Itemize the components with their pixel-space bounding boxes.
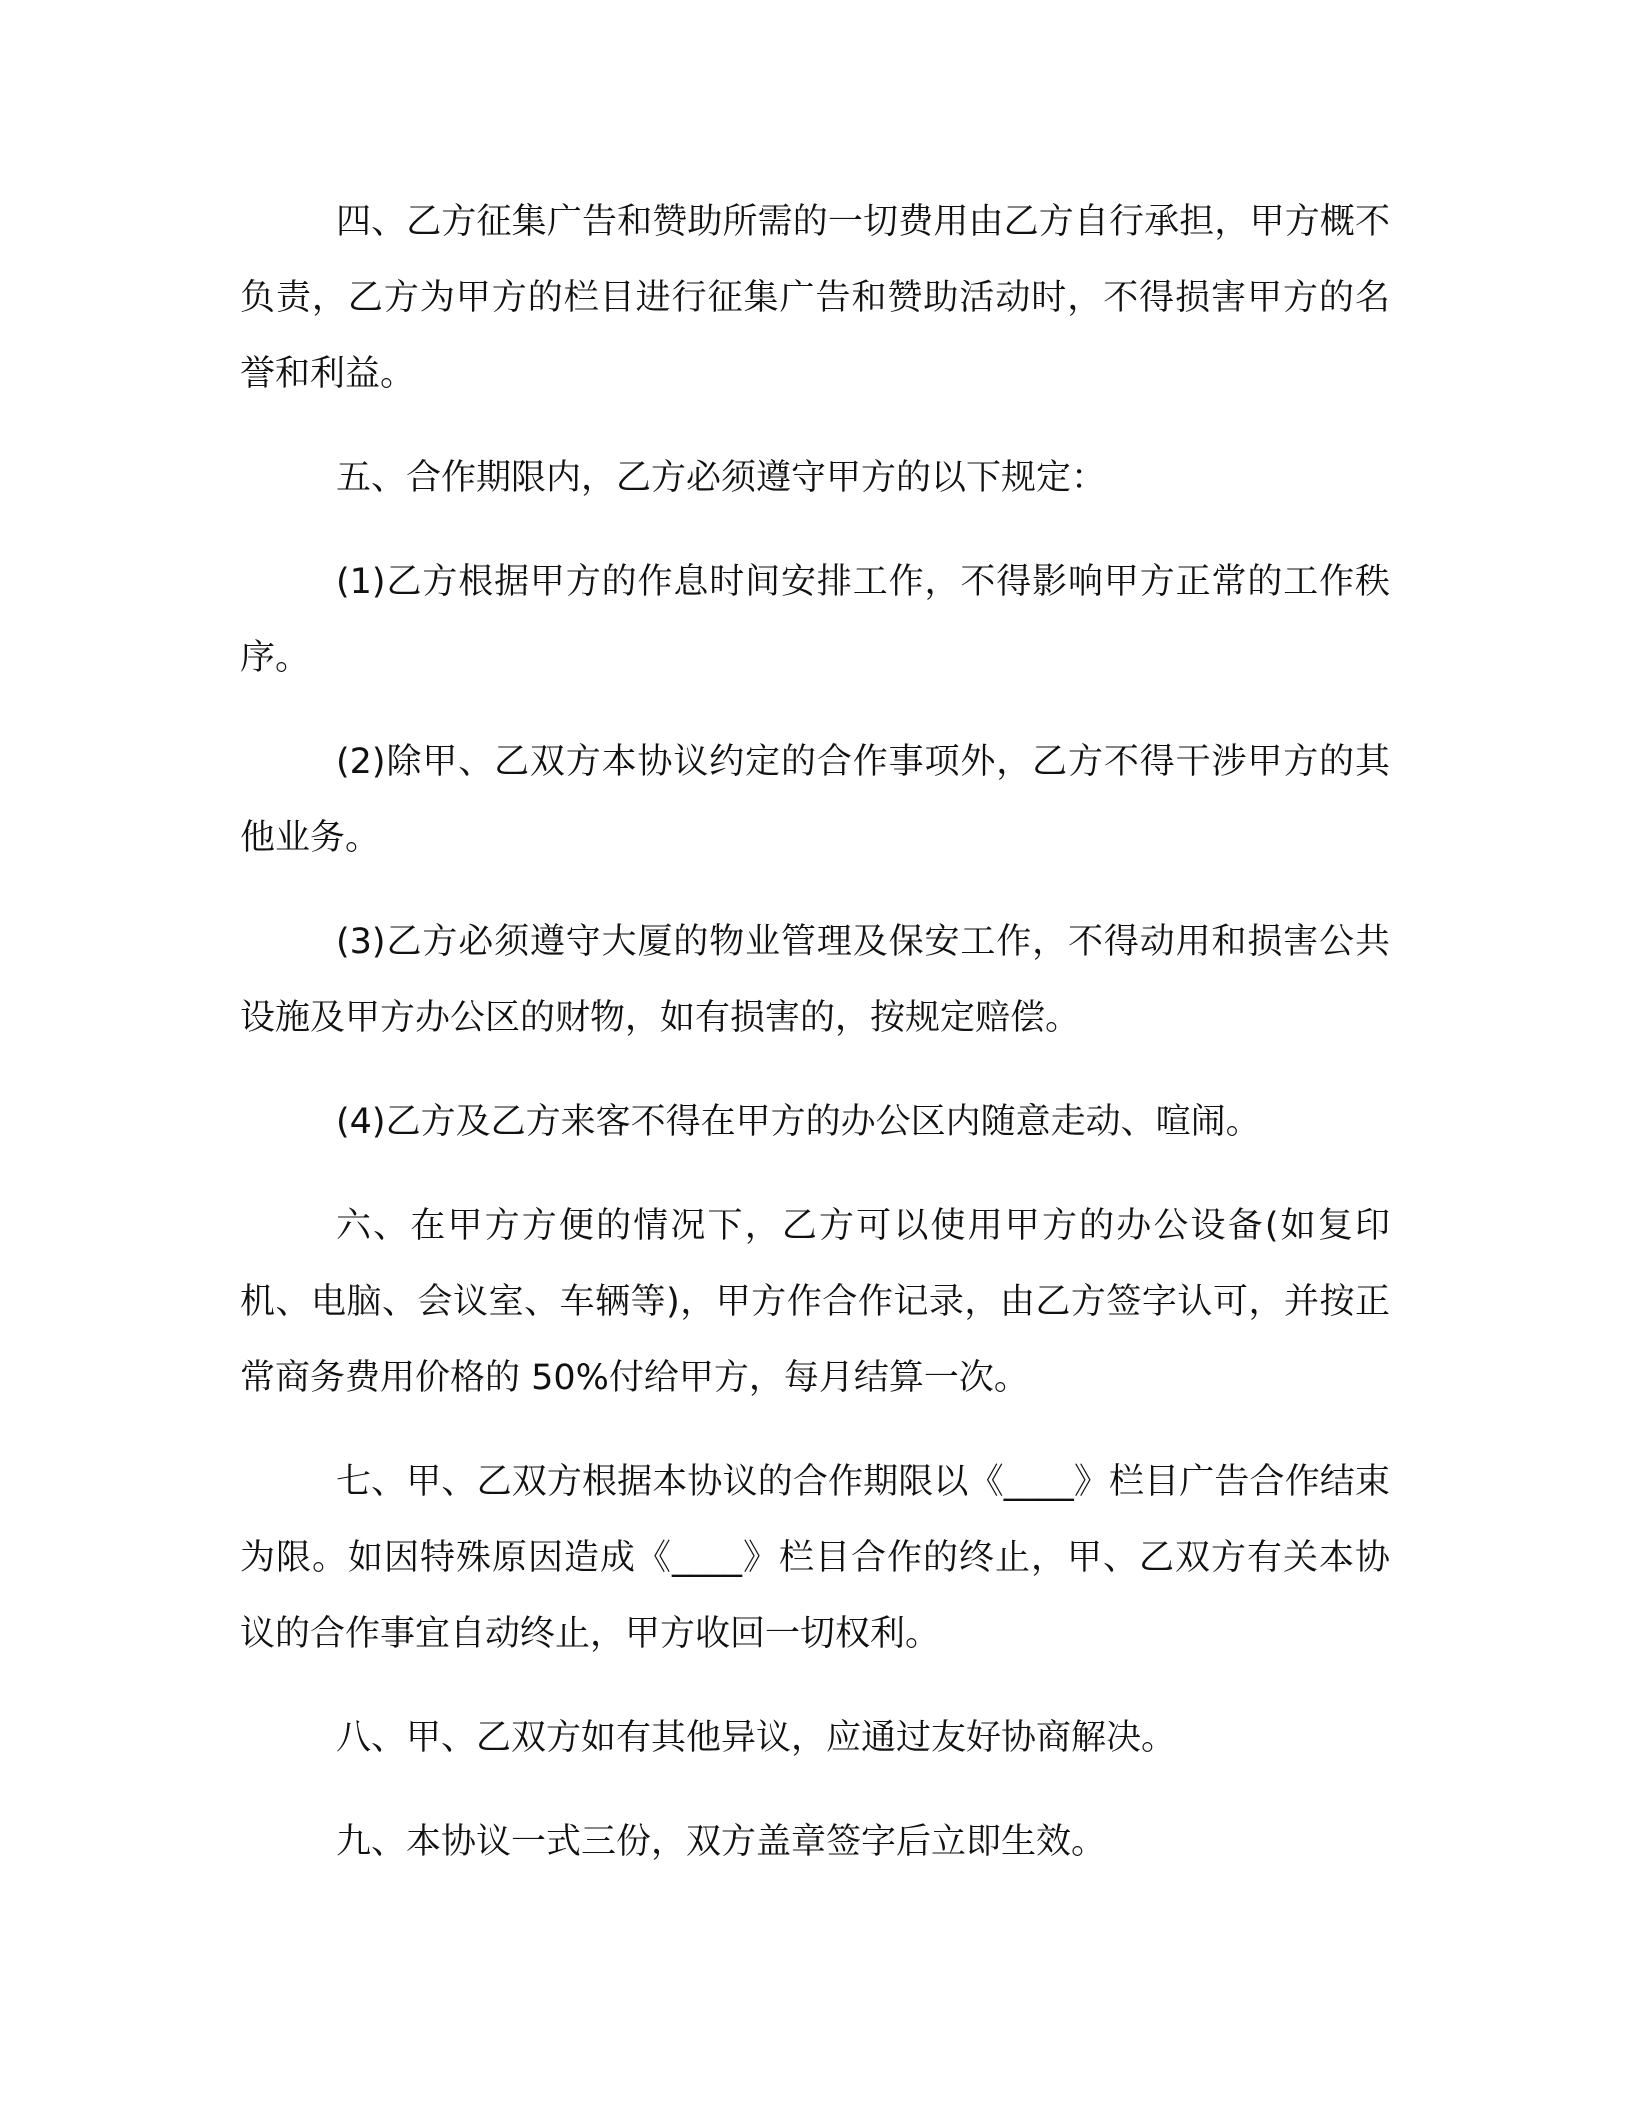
clause-six: 六、在甲方方便的情况下，乙方可以使用甲方的办公设备(如复印机、电脑、会议室、车辆等)，甲方作合作记录，由乙方签字认可，并按正常商务费用价格的 50%付给甲方，每月结算一次。 [240,1206,1390,1398]
clause-seven: 七、甲、乙双方根据本协议的合作期限以《____》栏目广告合作结束为限。如因特殊原因造成《____》栏目合作的终止，甲、乙双方有关本协议的合作事宜自动终止，甲方收回一切权利。 [240,1462,1390,1654]
clause-nine: 九、本协议一式三份，双方盖章签字后立即生效。 [336,1822,1107,1862]
clause-five-item-4: (4)乙方及乙方来客不得在甲方的办公区内随意走动、喧闹。 [336,1102,1261,1142]
clause-eight: 八、甲、乙双方如有其他异议，应通过友好协商解决。 [336,1718,1177,1758]
clause-five-item-1: (1)乙方根据甲方的作息时间安排工作，不得影响甲方正常的工作秩序。 [240,562,1390,678]
clause-five: 五、合作期限内，乙方必须遵守甲方的以下规定： [336,458,1107,498]
clause-four: 四、乙方征集广告和赞助所需的一切费用由乙方自行承担，甲方概不负责，乙方为甲方的栏目进行征集广告和赞助活动时，不得损害甲方的名誉和利益。 [240,202,1390,394]
clause-five-item-3: (3)乙方必须遵守大厦的物业管理及保安工作，不得动用和损害公共设施及甲方办公区的财物，如有损害的，按规定赔偿。 [240,922,1390,1038]
clause-five-item-2: (2)除甲、乙双方本协议约定的合作事项外，乙方不得干涉甲方的其他业务。 [240,742,1390,858]
document-body [240,184,1390,1908]
